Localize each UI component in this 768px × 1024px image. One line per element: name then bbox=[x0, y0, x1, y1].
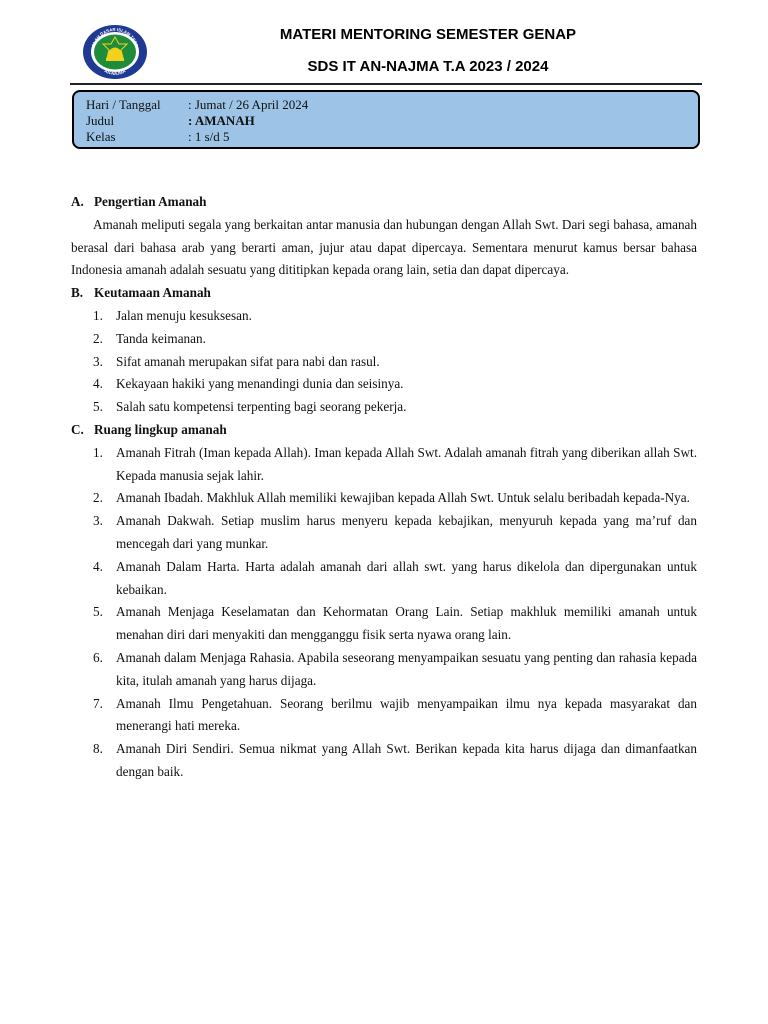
page-title: MATERI MENTORING SEMESTER GENAP bbox=[279, 26, 577, 43]
section-letter: C. bbox=[71, 421, 84, 437]
info-row-class bbox=[86, 129, 230, 145]
list-item: 1. Jalan menuju kesuksesan. bbox=[93, 307, 252, 323]
ruang-lingkup-list bbox=[71, 442, 697, 784]
kelas-label: Kelas bbox=[86, 129, 116, 144]
judul-value: : AMANAH bbox=[188, 113, 255, 128]
keutamaan-list bbox=[71, 305, 697, 419]
list-item: 2. Tanda keimanan. bbox=[93, 330, 206, 346]
section-heading-b bbox=[71, 282, 697, 305]
section-title: Keutamaan Amanah bbox=[94, 285, 211, 301]
list-item: 5. Amanah Menjaga Keselamatan dan Kehormatan Orang Lain. Setiap makhluk memiliki amanah untuk menahan diri dari menyakiti dan mengganggu fisik serta nyawa orang lain. bbox=[93, 604, 697, 643]
section-heading-a bbox=[71, 191, 697, 214]
section-heading-c bbox=[71, 419, 697, 442]
list-item: 2. Amanah Ibadah. Makhluk Allah memiliki kewajiban kepada Allah Swt. Untuk selalu beribadah kepada-Nya. bbox=[93, 490, 690, 506]
svg-text:SEKOLAH DASAR ISLAM TERPADU: EKOLAH DASAR ISLAM TERPAD bbox=[89, 26, 141, 54]
header-divider bbox=[70, 83, 702, 85]
judul-label: Judul bbox=[86, 113, 115, 128]
list-item: 4. Amanah Dalam Harta. Harta adalah amanah dari allah swt. yang harus dikelola dan dipergunakan untuk kebaikan. bbox=[93, 558, 697, 597]
date-value: : Jumat / 26 April 2024 bbox=[188, 97, 309, 112]
list-item: 8. Amanah Diri Sendiri. Semua nikmat yang Allah Swt. Berikan kepada kita harus dijaga dan dimanfaatkan dengan baik. bbox=[93, 741, 697, 779]
info-box bbox=[72, 90, 700, 149]
kelas-value: : 1 s/d 5 bbox=[188, 129, 230, 144]
section-letter: A. bbox=[71, 194, 84, 209]
svg-text:AN-NAJMA: AN-NAJMA bbox=[103, 68, 127, 77]
section-title: Ruang lingkup amanah bbox=[94, 421, 227, 437]
info-row-date bbox=[86, 97, 308, 113]
list-item: 3. Sifat amanah merupakan sifat para nabi dan rasul. bbox=[93, 353, 380, 369]
list-item: 7. Amanah Ilmu Pengetahuan. Seorang berilmu wajib menyampaikan ilmu nya kepada masyarakat dan menerangi hati mereka. bbox=[93, 695, 697, 734]
list-item: 5. Salah satu kompetensi terpenting bagi seorang pekerja. bbox=[93, 399, 407, 415]
list-item: 1. Amanah Fitrah (Iman kepada Allah). Iman kepada Allah Swt. Adalah amanah fitrah yang diberikan allah Swt. Kepada manusia sejak lahir. bbox=[93, 444, 697, 483]
list-item: 4. Kekayaan hakiki yang menandingi dunia dan seisinya. bbox=[93, 376, 404, 392]
section-a-paragraph: Amanah meliputi segala yang berkaitan antar manusia dan hubungan dengan Allah Swt. Dari segi bahasa, amanah berasal dari bahasa arab yang berarti aman, jujur atau dapat dipercaya. Sementara menurut kamus bersar bahasa Indonesia amanah adalah sesuatu yang dititipkan kepada orang lain, setia dan dapat dipercaya. bbox=[71, 216, 697, 278]
document-body bbox=[71, 191, 697, 784]
info-row-title bbox=[86, 113, 255, 129]
page-subtitle: SDS IT AN-NAJMA T.A 2023 / 2024 bbox=[307, 58, 549, 75]
section-letter: B. bbox=[71, 285, 84, 301]
list-item: 6. Amanah dalam Menjaga Rahasia. Apabila seseorang menyampaikan sesuatu yang penting dan rahasia kepada kita, itulah amanah yang harus dijaga. bbox=[93, 649, 697, 688]
date-label: Hari / Tanggal bbox=[86, 97, 161, 112]
list-item: 3. Amanah Dakwah. Setiap muslim harus menyeru kepada kebajikan, menyuruh kepada yang ma’ruf dan mencegah dari yang munkar. bbox=[93, 513, 697, 551]
section-title: Pengertian Amanah bbox=[94, 194, 207, 209]
